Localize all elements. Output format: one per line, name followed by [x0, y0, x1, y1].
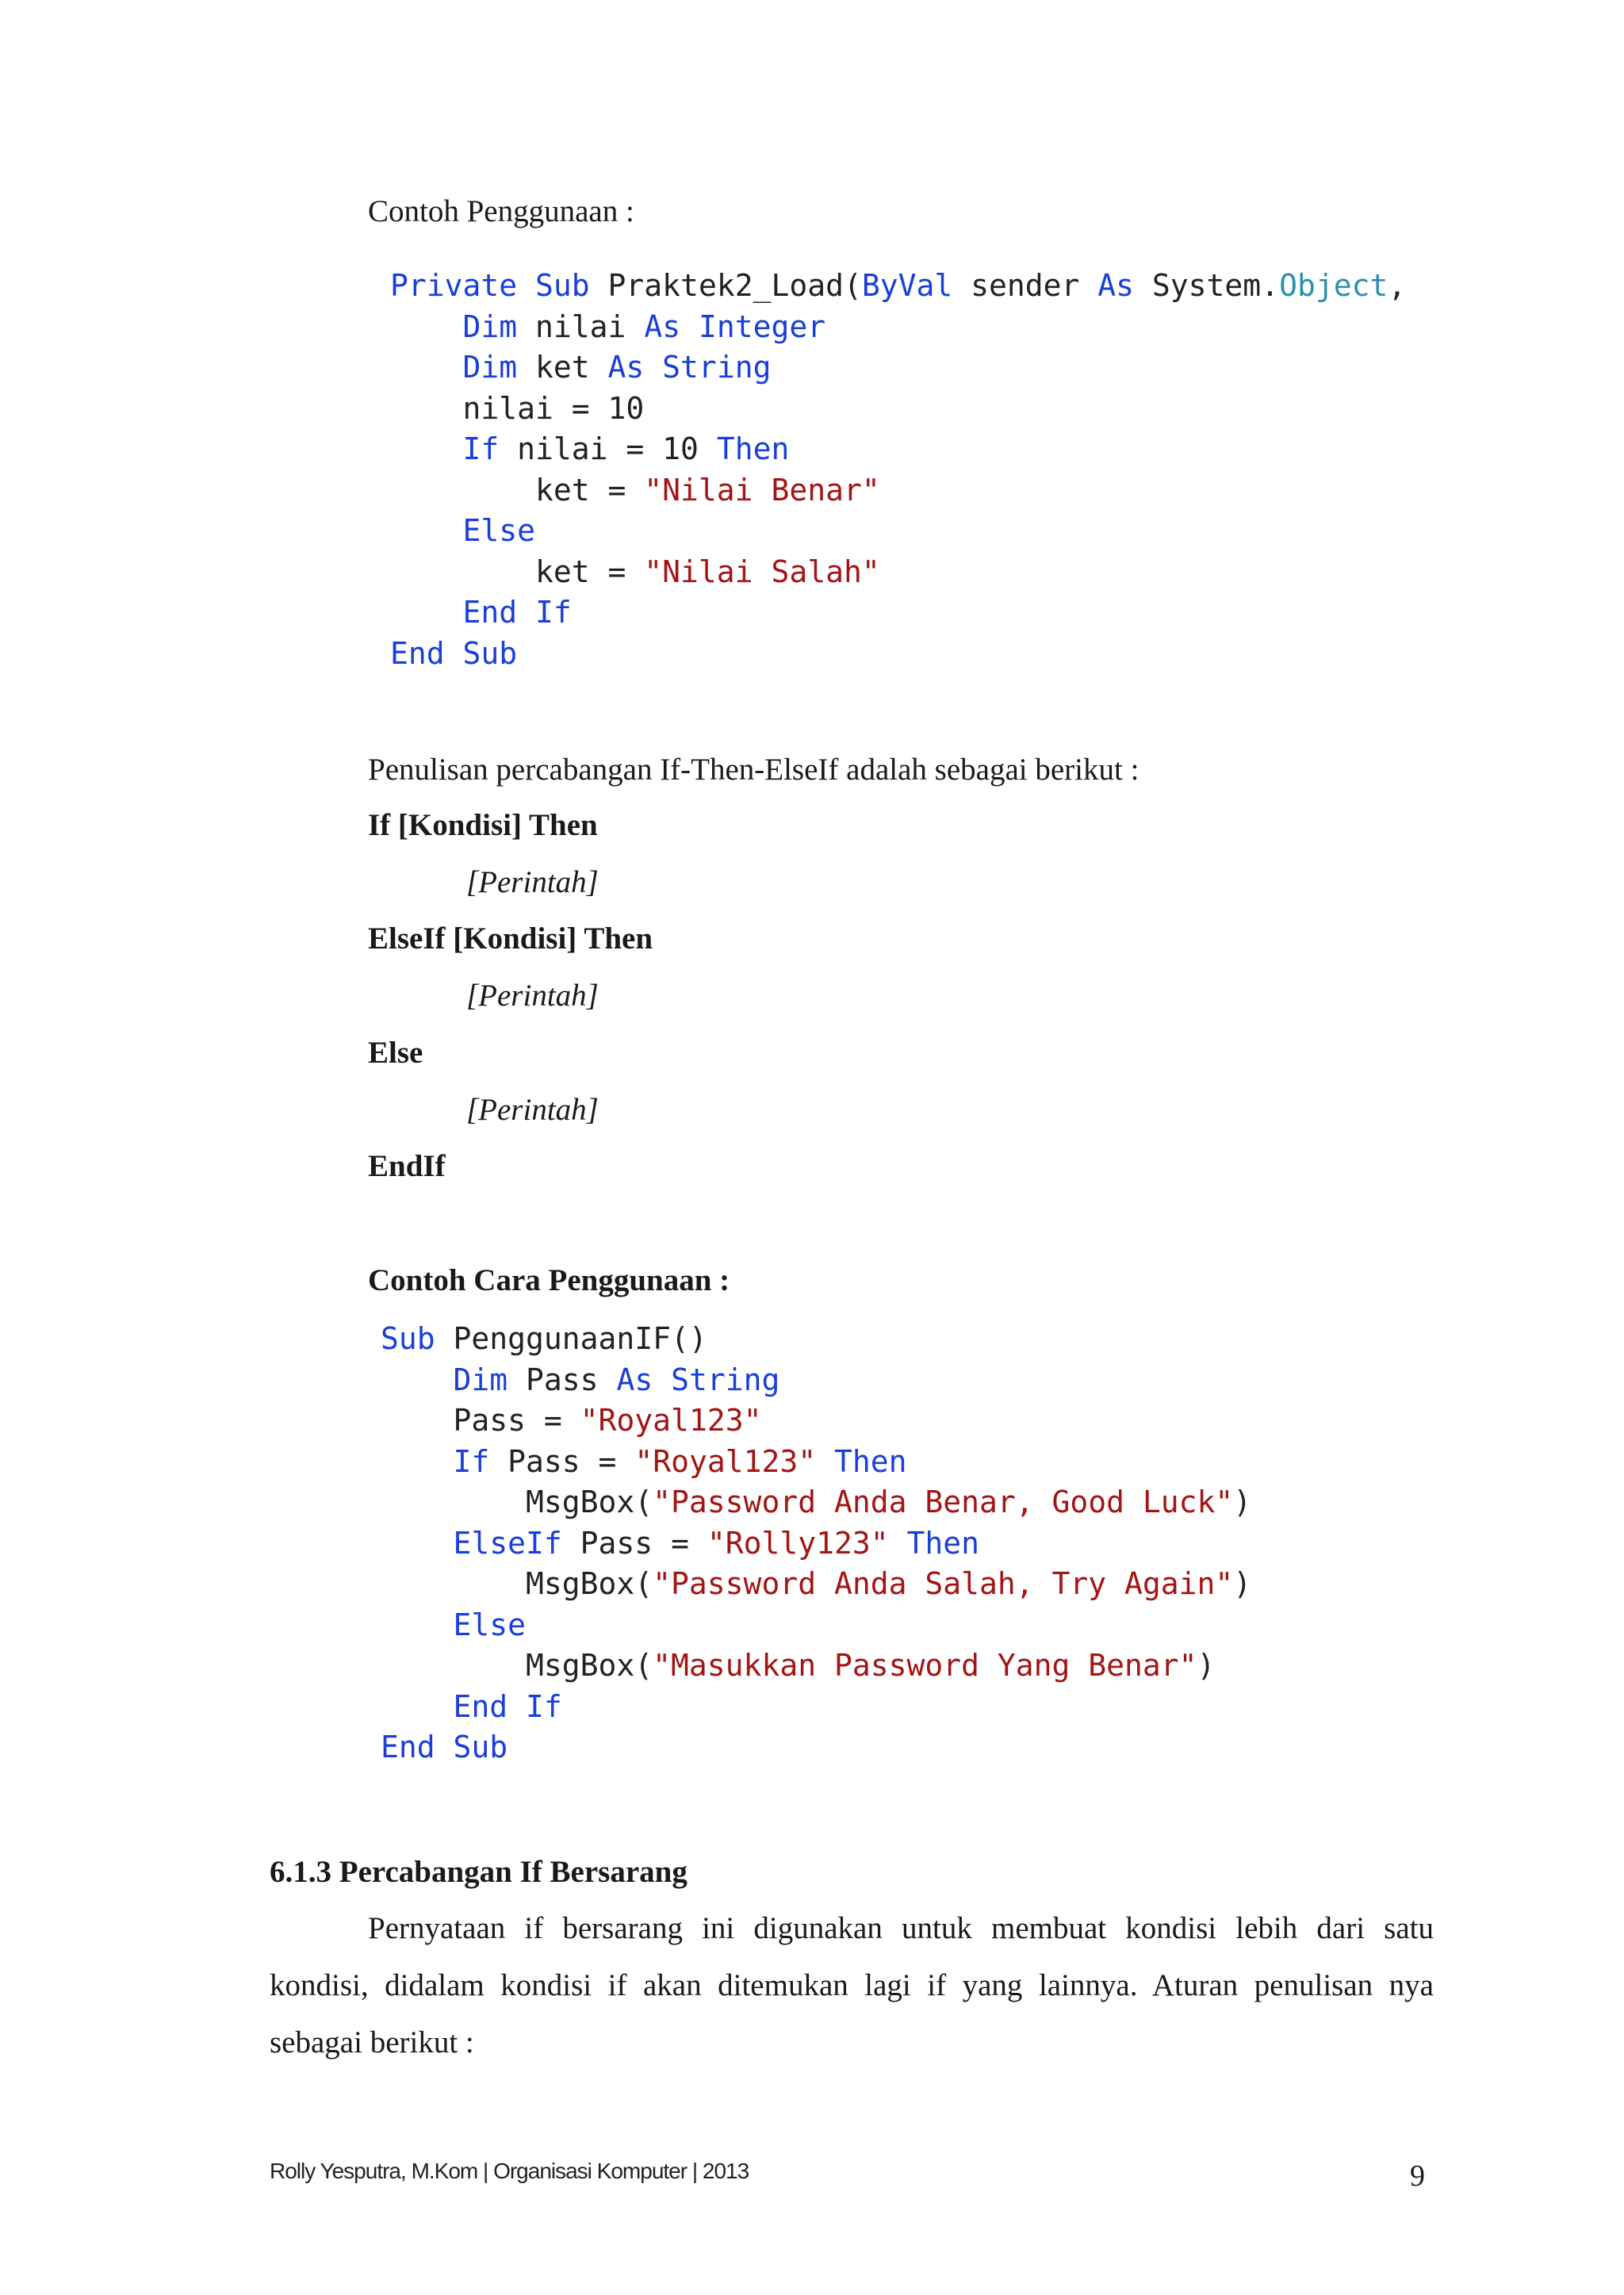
code-line: Else — [462, 513, 536, 548]
page-number: 9 — [1410, 2159, 1425, 2193]
code-line: End If — [462, 595, 572, 630]
syntax-intro: Penulisan percabangan If-Then-ElseIf adalah sebagai berikut : — [368, 753, 1139, 787]
code-line: Dim nilai As Integer — [462, 308, 826, 344]
paragraph-line: Pernyataan if bersarang ini digunakan untuk membuat kondisi lebih dari satu — [368, 1911, 1434, 1945]
code-line: Pass = "Royal123" — [381, 1403, 762, 1438]
syntax-line-perintah-2: [Perintah] — [466, 979, 599, 1013]
paragraph-if-bersarang — [270, 1900, 1434, 2071]
example-heading: Contoh Cara Penggunaan : — [368, 1263, 730, 1297]
syntax-line-endif: EndIf — [368, 1149, 446, 1183]
code-line: MsgBox("Password Anda Benar, Good Luck") — [381, 1485, 1252, 1519]
code-line: Else — [453, 1607, 527, 1642]
syntax-line-elseif: ElseIf [Kondisi] Then — [368, 921, 653, 956]
syntax-line-else: Else — [368, 1036, 423, 1070]
code-line: nilai = 10 — [390, 390, 645, 426]
syntax-line-perintah-1: [Perintah] — [466, 865, 599, 899]
code-line: ket = "Nilai Benar" — [390, 472, 880, 508]
section-heading-contoh-penggunaan: Contoh Penggunaan : — [368, 194, 634, 228]
code-line: ElseIf Pass = "Rolly123" Then — [453, 1525, 980, 1561]
code-line: MsgBox("Password Anda Salah, Try Again") — [381, 1566, 1252, 1601]
code-line: If nilai = 10 Then — [462, 431, 790, 466]
code-line: Sub PenggunaanIF() — [381, 1321, 707, 1356]
section-heading-if-bersarang: 6.1.3 Percabangan If Bersarang — [270, 1855, 688, 1889]
code-line: Dim Pass As String — [453, 1362, 780, 1397]
code-line: End Sub — [390, 635, 518, 671]
syntax-line-perintah-3: [Perintah] — [466, 1093, 599, 1127]
paragraph-line: sebagai berikut : — [270, 2025, 474, 2059]
code-line: End Sub — [381, 1730, 508, 1764]
code-line: Dim ket As String — [462, 350, 772, 385]
code-line: If Pass = "Royal123" Then — [453, 1443, 907, 1479]
paragraph-line: kondisi, didalam kondisi if akan ditemukan lagi if yang lainnya. Aturan penulisan nya — [270, 1968, 1434, 2002]
page-footer: Rolly Yesputra, M.Kom | Organisasi Komputer | 2013 — [270, 2159, 749, 2183]
code-line: Private Sub Praktek2_Load(ByVal sender As System.Object, — [390, 268, 1407, 303]
code-line: End If — [453, 1688, 562, 1724]
syntax-line-if: If [Kondisi] Then — [368, 808, 598, 842]
code-line: ket = "Nilai Salah" — [390, 554, 880, 589]
code-line: MsgBox("Masukkan Password Yang Benar") — [381, 1648, 1216, 1683]
